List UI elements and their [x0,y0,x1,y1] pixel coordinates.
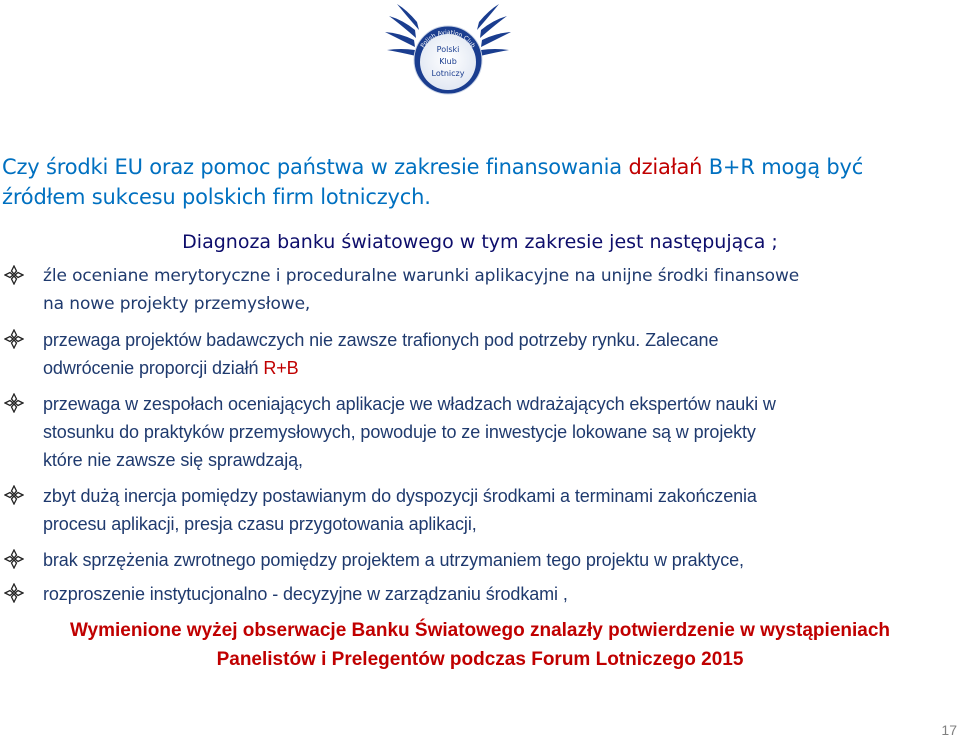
headline-line-1 [2,152,952,182]
logo-line-3: Lotniczy [431,69,465,78]
headline-part-2: B+R mogą być [702,155,864,179]
bullet-text [43,326,953,382]
bullet-text [43,390,953,474]
diamond-bullet-icon [4,485,24,505]
bullet-line: na nowe projekty przemysłowe, [43,294,311,314]
bullet-line: które nie zawsze się sprawdzają, [43,450,303,470]
bullet-text [43,580,953,608]
bullet-line: procesu aplikacji, presja czasu przygotowania aplikacji, [43,514,477,534]
bullet-line: zbyt dużą inercja pomiędzy postawianym do dyspozycji środkami a terminami zakończenia [43,486,757,506]
bullet-line-text: odwrócenie proporcji działń [43,358,264,378]
slide-headline [2,152,952,212]
bullet-accent-text: R+B [263,358,299,378]
bullet-line: przewaga w zespołach oceniających aplikacje we władzach wdrażających ekspertów nauki w [43,394,776,414]
logo-line-2: Klub [439,57,457,66]
bullet-line: przewaga projektów badawczych nie zawsze trafionych pod potrzeby rynku. Zalecane [43,330,719,350]
headline-accent: działań [628,155,703,179]
diagnosis-subheading: Diagnoza banku światowego w tym zakresie jest następująca ; [182,231,778,253]
footer-line-2: Panelistów i Prelegentów podczas Forum Lotniczego 2015 [216,649,744,670]
bullet-line [43,354,953,382]
bullet-line: źle oceniane merytoryczne i proceduralne warunki aplikacyjne na unijne środki finansowe [43,266,800,286]
bullet-text [43,546,953,574]
diamond-bullet-icon [4,549,24,569]
polish-aviation-club-logo [383,0,513,124]
logo-line-1: Polski [436,45,460,54]
headline-line-2: źródłem sukcesu polskich firm lotniczych. [2,185,431,209]
footer-line-1: Wymienione wyżej obserwacje Banku Światowego znalazły potwierdzenie w wystąpieniach [69,620,891,641]
bullet-text [43,482,953,538]
diamond-bullet-icon [4,583,24,603]
bullet-line: stosunku do praktyków przemysłowych, powoduje to ze inwestycje lokowane są w projekty [43,422,756,442]
page-number: 17 [941,722,957,738]
bullet-line: brak sprzężenia zwrotnego pomiędzy projektem a utrzymaniem tego projektu w praktyce, [43,550,744,570]
bullet-text [43,262,953,318]
diamond-bullet-icon [4,265,24,285]
logo-arc-text: Polish Aviation Club [419,28,477,50]
slide-footer-note [0,616,960,674]
headline-part-1: Czy środki EU oraz pomoc państwa w zakresie finansowania [2,155,629,179]
diamond-bullet-icon [4,393,24,413]
bullet-line: rozproszenie instytucjonalno - decyzyjne w zarządzaniu środkami , [43,584,568,604]
diamond-bullet-icon [4,329,24,349]
logo-emblem [383,0,513,124]
